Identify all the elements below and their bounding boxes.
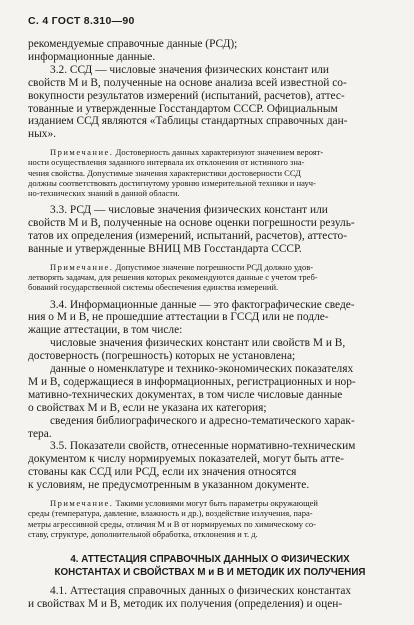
text-line: изданием ССД являются «Таблицы стандартных справочных дан- <box>28 115 348 128</box>
note-line: летворять задачам, для решения которых рекомендуются данные с учетом треб- <box>28 272 318 283</box>
note-line: среды (температура, давление, влажность и др.), воздействие излучения, пара- <box>28 508 313 519</box>
text-line: данные о номенклатуре и технико-экономических показателях <box>50 363 354 376</box>
note-line: но-технических знаний в данной области. <box>28 188 180 199</box>
note-first-line <box>28 147 392 157</box>
text-line: о свойствах М и В, если не указана их категория; <box>28 401 267 414</box>
note-first-line <box>28 498 392 508</box>
paragraph-block <box>28 38 392 141</box>
page-header: С. 4 ГОСТ 8.310—90 <box>28 15 135 27</box>
text-line: 3.2. ССД — числовые значения физических констант или <box>50 63 330 76</box>
note-block <box>28 498 392 539</box>
paragraph-block <box>28 204 392 256</box>
text-line: тера. <box>28 427 52 440</box>
note-text: Достоверность данных характеризуют значением вероят- <box>115 147 324 158</box>
note-block <box>28 262 392 293</box>
text-line: сведения библиографического и адресно-тематического харак- <box>50 414 355 427</box>
note-text: Допустимое значение погрешности РСД должно удов- <box>115 261 314 272</box>
section-title <box>28 553 392 579</box>
text-line: ванные и утвержденные ВНИЦ МВ Госстандарта СССР. <box>28 242 302 255</box>
note-line: ности осуществления заданного интервала их отклонения от истинного зна- <box>28 157 305 168</box>
text-line: тованные и утвержденные Госстандартом СССР. Официальным <box>28 102 338 115</box>
text-line: 3.5. Показатели свойств, отнесенные нормативно-техническим <box>50 440 356 453</box>
text-line: 4.1. Аттестация справочных данных о физических константах <box>50 584 352 597</box>
text-line: рекомендуемые справочные данные (РСД); <box>28 38 238 50</box>
note-text: Такими условиями могут быть параметры окружающей <box>115 498 318 509</box>
text-line: татов их определения (измерений, испытаний, расчетов), аттесто- <box>28 230 347 243</box>
note-line: должны соответствовать достигнутому уровню измерительной техники и науч- <box>28 177 316 188</box>
text-line: достоверность (погрешность) которых не установлена; <box>28 350 296 363</box>
text-line: ния о М и В, не прошедшие аттестации в ГССД или не подле- <box>28 311 329 324</box>
text-line: 3.3. РСД — числовые значения физических констант или <box>50 204 328 217</box>
text-line: мативно-технических документах, в том числе числовые данные <box>28 388 343 401</box>
text-line: вокупности результатов измерений (испытаний, расчетов), аттес- <box>28 89 345 102</box>
note-label: Примечание. <box>50 498 114 509</box>
text-line: информационные данные. <box>28 50 156 63</box>
text-line: стованы как ССД или РСД, если их значения относятся <box>28 466 297 479</box>
text-line: и свойствах М и В, методик их получения (определения) и оцен- <box>28 597 343 610</box>
document-body <box>28 38 392 611</box>
note-line: бований государственной системы обеспечения единства измерений. <box>28 282 279 293</box>
text-line: жащие аттестации, в том числе: <box>28 324 183 337</box>
note-line: ставу, структуре, дополнительной обработка, отклонения и т. д. <box>28 528 258 539</box>
text-line: ных». <box>28 128 56 141</box>
note-line: метры агрессивной среды, отличия М и В от нормируемых по химическому со- <box>28 518 316 529</box>
note-label: Примечание. <box>50 261 114 272</box>
text-line: документом к числу нормируемых показателей, могут быть атте- <box>28 453 344 466</box>
paragraph-block <box>28 585 392 611</box>
text-line: свойств М и В, полученные на основе оценки погрешности резуль- <box>28 217 355 230</box>
note-first-line <box>28 262 392 272</box>
text-line: к условиям, не предусмотренным в указанном документе. <box>28 479 310 492</box>
note-line: чения свойства. Допустимые значения характеристики достоверности ССД <box>28 167 301 178</box>
text-line: свойств М и В, полученные на основе анализа всей известной со- <box>28 76 347 89</box>
section-title-line: 4. АТТЕСТАЦИЯ СПРАВОЧНЫХ ДАННЫХ О ФИЗИЧЕСКИХ <box>70 553 350 565</box>
note-label: Примечание. <box>50 147 114 158</box>
text-line: М и В, содержащиеся в информационных, регистрационных и нор- <box>28 375 356 388</box>
paragraph-block <box>28 299 392 493</box>
note-block <box>28 147 392 198</box>
text-line: 3.4. Информационные данные — это фактографические сведе- <box>50 298 355 311</box>
text-line: числовые значения физических констант или свойств М и В, <box>50 337 346 350</box>
section-title-line: КОНСТАНТАХ И СВОЙСТВАХ М и В И МЕТОДИК ИХ ПОЛУЧЕНИЯ <box>54 566 366 578</box>
